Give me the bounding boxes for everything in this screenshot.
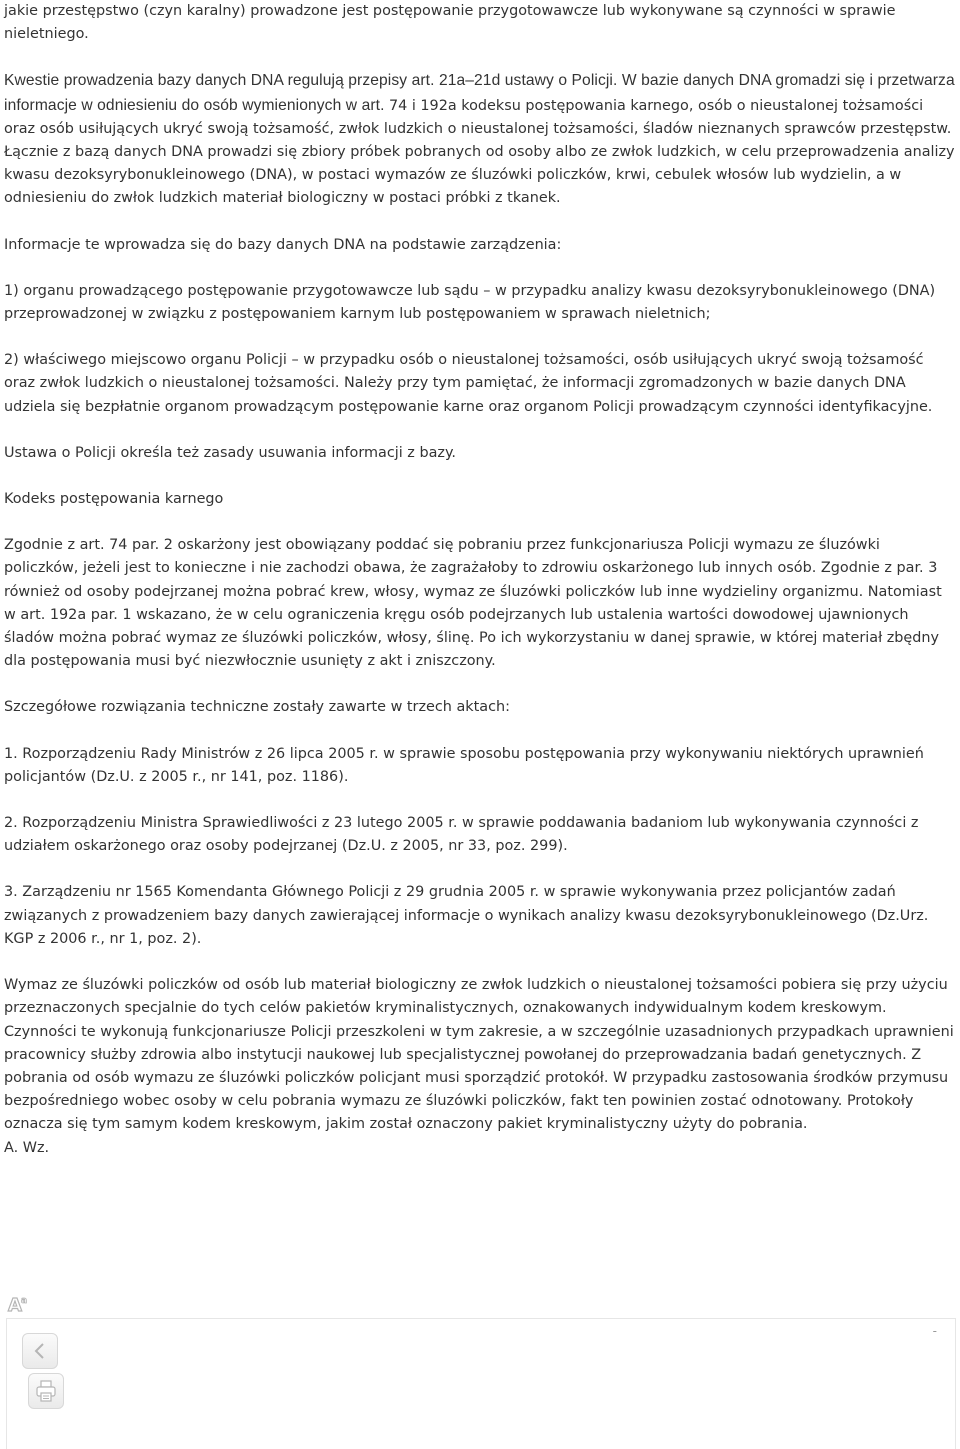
article-toolbar	[0, 1280, 960, 1449]
font-size-icon	[6, 1292, 32, 1316]
article-body	[4, 0, 958, 1183]
printer-icon	[34, 1379, 58, 1403]
paragraph	[4, 69, 958, 210]
paragraph: Zgodnie z art. 74 par. 2 oskarżony jest obowiązany poddać się pobraniu przez funkcjonariusza Policji wymazu ze śluzówki policzków, jeżeli jest to konieczne i nie zachodzi obawa, że zagrażałoby to zdrowiu oskarżonego lub innych osób. Zgodnie z par. 3 również od osoby podejrzanej można pobrać krew, włosy, wymaz ze śluzówki policzków lub inne wydzieliny organizmu. Natomiast w art. 192a par. 1 wskazano, że w celu ograniczenia kręgu osób podejrzanych lub ustalenia wartości dowodowej ujawnionych śladów można pobrać wymaz ze śluzówki policzków, włosy, ślinę. Po ich wykorzystaniu w danej sprawie, w której materiał zbędny dla postępowania musi być niezwłocznie usunięty z akt i zniszczony.	[4, 537, 942, 670]
back-arrow-icon	[30, 1341, 50, 1361]
paragraph-text-part: Kwestie prowadzenia bazy danych DNA regulują przepisy art. 21a–21d ustawy o Policji. W bazie danych DNA gromadzi się i przetwarza informacje w odniesieniu do osób wymienionych w art.	[4, 72, 955, 114]
svg-text:a: a	[21, 1296, 28, 1306]
paragraph: Ustawa o Policji określa też zasady usuwania informacji z bazy.	[4, 444, 456, 461]
paragraph-text-part: 74 i 192a kodeksu postępowania karnego, osób o nieustalonej tożsamości oraz osób usiłujących ukryć swoją tożsamość, zwłok ludzkich o nieustalonej tożsamości, śladów nieznanych sprawców przestępstw. Łącznie z bazą danych DNA prowadzi się zbiory próbek pobranych od osoby albo ze zwłok ludzkich, w celu przeprowadzenia analizy kwasu dezoksyrybonukleinowego (DNA), w postaci wymazów ze śluzówki policzków, krwi, cebulek włosów lub wydzielin, a w odniesieniu do zwłok ludzkich materiał biologiczny w postaci próbki z tkanek.	[4, 97, 955, 207]
svg-text:A: A	[8, 1295, 22, 1316]
paragraph: 1) organu prowadzącego postępowanie przygotowawcze lub sądu – w przypadku analizy kwasu dezoksyrybonukleinowego (DNA) przeprowadzonej w związku z postępowaniem karnym lub postępowaniem w sprawach nieletnich;	[4, 282, 936, 323]
font-size-button[interactable]	[6, 1292, 32, 1316]
paragraph: Informacje te wprowadza się do bazy danych DNA na podstawie zarządzenia:	[4, 236, 562, 253]
author-signature: A. Wz.	[4, 1139, 50, 1156]
tools-panel	[6, 1318, 956, 1449]
section-heading: Kodeks postępowania karnego	[4, 491, 224, 508]
back-button[interactable]	[22, 1333, 58, 1369]
print-button[interactable]	[28, 1373, 64, 1409]
panel-dash: -	[932, 1324, 937, 1338]
list-item: 2. Rozporządzeniu Ministra Sprawiedliwości z 23 lutego 2005 r. w sprawie poddawania badaniom lub wykonywania czynności z udziałem oskarżonego oraz osoby podejrzanej (Dz.U. z 2005, nr 33, poz. 299).	[4, 815, 919, 855]
list-item: 1. Rozporządzeniu Rady Ministrów z 26 lipca 2005 r. w sprawie sposobu postępowania przy wykonywaniu niektórych uprawnień policjantów (Dz.U. z 2005 r., nr 141, poz. 1186).	[4, 745, 924, 785]
paragraph: Szczegółowe rozwiązania techniczne zostały zawarte w trzech aktach:	[4, 699, 510, 716]
list-item: 3. Zarządzeniu nr 1565 Komendanta Głównego Policji z 29 grudnia 2005 r. w sprawie wykonywania przez policjantów zadań związanych z prowadzeniem bazy danych zawierającej informacje o wynikach analizy kwasu dezoksyrybonukleinowego (Dz.Urz. KGP z 2006 r., nr 1, poz. 2).	[4, 884, 929, 947]
paragraph: Wymaz ze śluzówki policzków od osób lub materiał biologiczny ze zwłok ludzkich o nieustalonej tożsamości pobiera się przy użyciu przeznaczonych specjalnie do tych celów pakietów kryminalistycznych, oznakowanych indywidualnym kodem kreskowym. Czynności te wykonują funkcjonariusze Policji przeszkoleni w tym zakresie, a w szczególnie uzasadnionych przypadkach uprawnieni pracownicy służby zdrowia albo instytucji naukowej lub specjalistycznej powołanej do przeprowadzania badań genetycznych. Z pobrania od osób wymazu ze śluzówki policzków policjant musi sporządzić protokół. W przypadku zastosowania środków przymusu bezpośredniego wobec osoby w celu pobrania wymazu ze śluzówki policzków, fakt ten powinien zostać odnotowany. Protokoły oznacza się tym samym kodem kreskowym, jakim został oznaczony pakiet kryminalistyczny użyty do pobrania.	[4, 977, 954, 1133]
paragraph: jakie przestępstwo (czyn karalny) prowadzone jest postępowanie przygotowawcze lub wykonywane są czynności w sprawie nieletniego.	[4, 3, 896, 43]
paragraph: 2) właściwego miejscowo organu Policji – w przypadku osób o nieustalonej tożsamości, osób usiłujących ukryć swoją tożsamość oraz zwłok ludzkich o nieustalonej tożsamości. Należy przy tym pamiętać, że informacji zgromadzonych w bazie danych DNA udziela się bezpłatnie organom prowadzącym postępowanie karne oraz organom Policji prowadzącym czynności identyfikacyjne.	[4, 352, 933, 415]
